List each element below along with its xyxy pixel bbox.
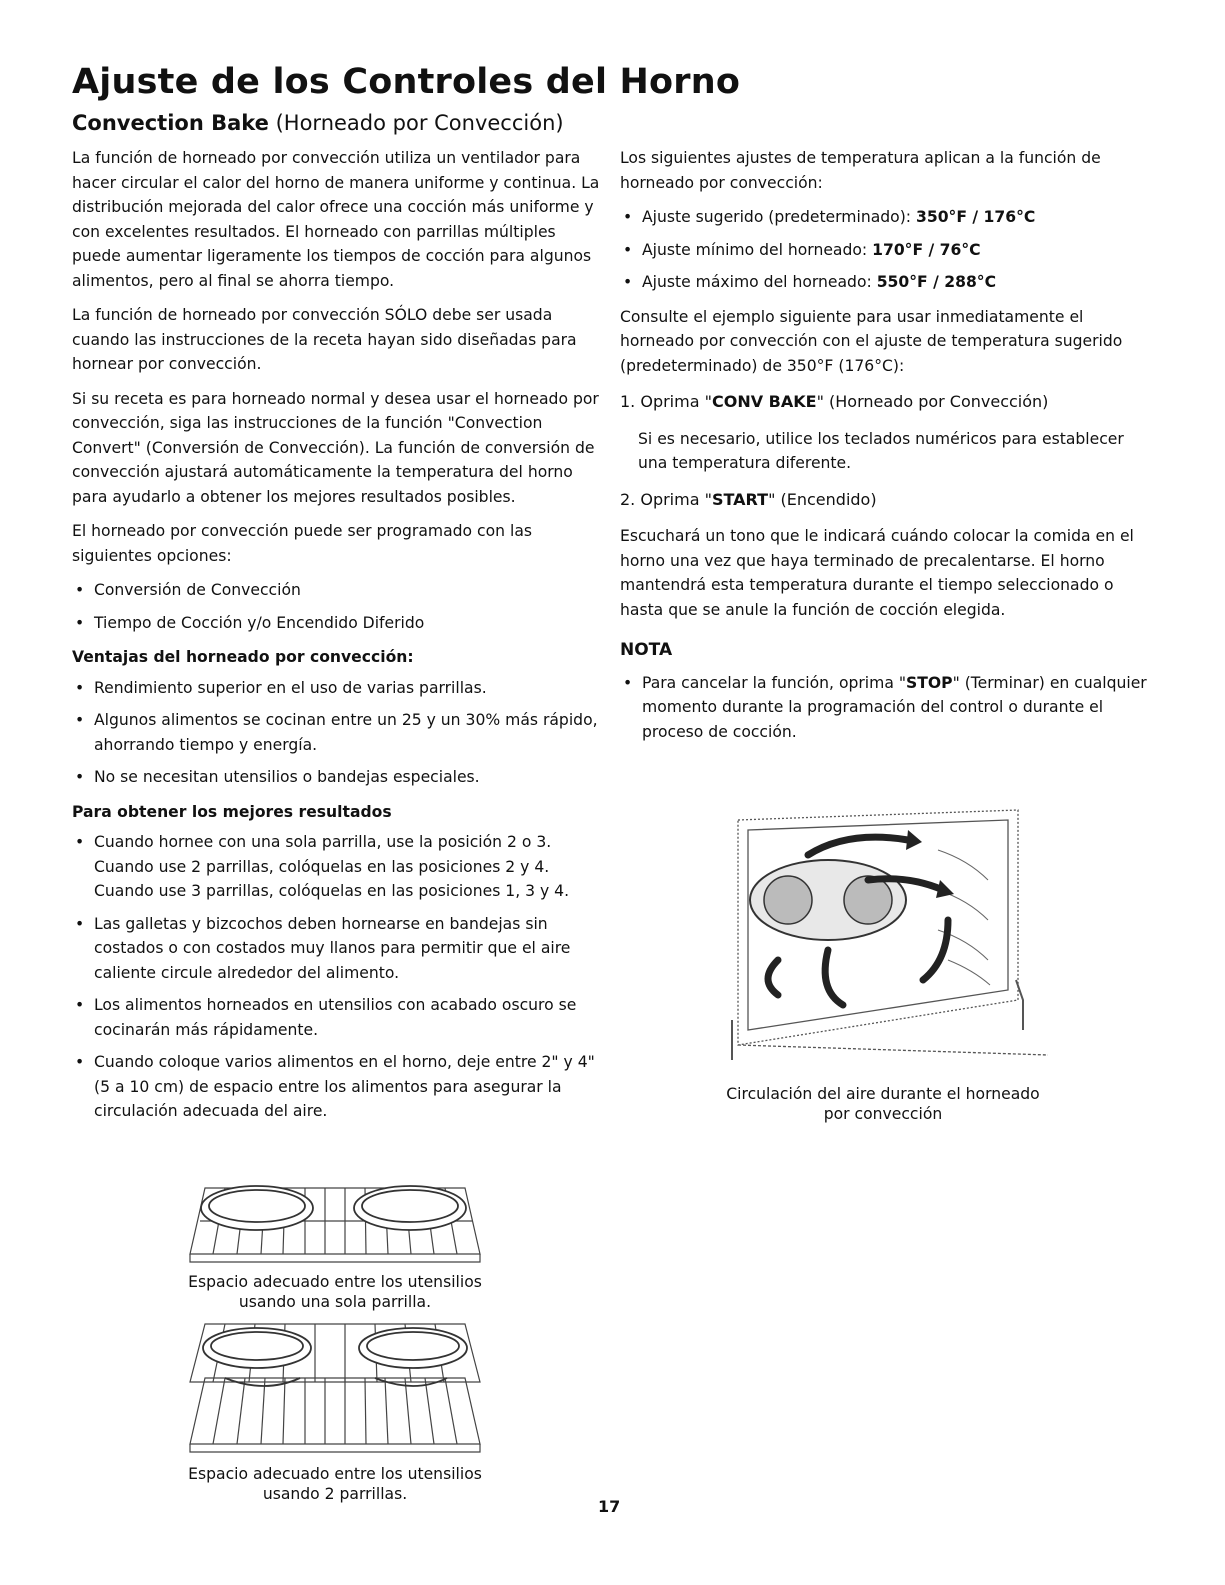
setting-label: Ajuste máximo del horneado: [642, 273, 877, 291]
step-1-note: Si es necesario, utilice los teclados numéricos para establecer una temperatura diferente. [638, 429, 1124, 472]
step-1-pre: 1. Oprima " [620, 392, 712, 411]
left-column [72, 146, 607, 1134]
advantages-heading: Ventajas del horneado por convección: [72, 648, 414, 666]
single-rack-figure [185, 1176, 485, 1312]
advantages-list [72, 676, 607, 790]
step-1-key: CONV BAKE [711, 392, 817, 411]
list-item: • Conversión de Convección [72, 578, 607, 603]
oven-airflow-illustration [718, 790, 1048, 1070]
nota-list [620, 671, 1150, 745]
section-heading [72, 111, 564, 135]
nota-post: " (Terminar) en cualquier momento durante la programación del control o durante el proceso de cocción. [642, 673, 1147, 741]
step-2-key: START [711, 489, 769, 509]
step-2-pre: 2. Oprima " [620, 489, 712, 509]
list-item: • Los alimentos horneados en utensilios con acabado oscuro se cocinarán más rápidamente. [72, 993, 607, 1042]
page-number: 17 [598, 1497, 621, 1516]
temperature-intro: Los siguientes ajustes de temperatura aplican a la función de horneado por convección: [620, 149, 1101, 192]
setting-label: Ajuste mínimo del horneado: [642, 240, 873, 259]
step-1-post: " (Horneado por Convección) [816, 392, 1049, 411]
oven-airflow-figure [718, 790, 1048, 1124]
list-item: • Cuando hornee con una sola parrilla, use la posición 2 o 3. Cuando use 2 parrillas, colóquelas en las posiciones 2 y 4. Cuando use 3 parrillas, colóquelas en las posiciones 1, 3 y 4. [72, 830, 607, 904]
options-intro: El horneado por convección puede ser programado con las siguientes opciones: [72, 522, 533, 565]
list-item [620, 205, 1150, 230]
two-racks-figure [185, 1312, 485, 1504]
list-item [620, 270, 1150, 295]
section-heading-bold: Convection Bake [72, 111, 269, 135]
preheat-paragraph: Escuchará un tono que le indicará cuándo colocar la comida en el horno una vez que haya terminado de precalentarse. El horno mantendrá esta temperatura durante el tiempo seleccionado o hasta que se anule la función de cocción elegida. [620, 527, 1134, 619]
list-item: • Tiempo de Cocción y/o Encendido Diferido [72, 611, 607, 636]
setting-value: 170°F / 76°C [872, 240, 981, 259]
best-results-list [72, 830, 607, 1124]
convection-fan-icon [750, 860, 906, 940]
two-racks-caption: Espacio adecuado entre los utensilios usando 2 parrillas. [188, 1465, 482, 1503]
example-paragraph: Consulte el ejemplo siguiente para usar inmediatamente el horneado por convección con el ajuste de temperatura sugerido (predeterminado) de 350°F (176°C): [620, 307, 1123, 375]
options-list [72, 578, 607, 635]
nota-heading: NOTA [620, 640, 673, 660]
two-racks-illustration [185, 1312, 485, 1460]
list-item: • Cuando coloque varios alimentos en el horno, deje entre 2" y 4" (5 a 10 cm) de espacio entre los alimentos para asegurar la circulación adecuada del aire. [72, 1050, 607, 1124]
section-heading-rest: (Horneado por Convección) [268, 111, 564, 135]
setting-value: 550°F / 288°C [876, 273, 997, 291]
best-results-heading: Para obtener los mejores resultados [72, 802, 392, 821]
page-title: Ajuste de los Controles del Horno [72, 62, 741, 102]
list-item: • Rendimiento superior en el uso de varias parrillas. [72, 676, 607, 701]
list-item: • Algunos alimentos se cocinan entre un 25 y un 30% más rápido, ahorrando tiempo y energía. [72, 708, 607, 757]
list-item: • Las galletas y bizcochos deben hornearse en bandejas sin costados o con costados muy llanos para permitir que el aire caliente circule alrededor del alimento. [72, 912, 607, 986]
list-item: • No se necesitan utensilios o bandejas especiales. [72, 765, 607, 790]
oven-airflow-caption: Circulación del aire durante el horneado por convección [726, 1085, 1040, 1123]
setting-value: 350°F / 176°C [916, 208, 1036, 226]
list-item [620, 671, 1150, 745]
step-2-post: " (Encendido) [768, 489, 877, 509]
step-1 [620, 390, 1150, 415]
right-column [620, 146, 1150, 754]
list-item [620, 238, 1150, 263]
only-convection-paragraph: La función de horneado por convección SÓLO debe ser usada cuando las instrucciones de la receta hayan sido diseñadas para hornear por convección. [72, 306, 577, 373]
temperature-settings-list [620, 205, 1150, 295]
intro-paragraph: La función de horneado por convección utiliza un ventilador para hacer circular el calor del horno de manera uniforme y continua. La distribución mejorada del calor ofrece una cocción más uniforme y con excelentes resultados. El horneado con parrillas múltiples puede aumentar ligeramente los tiempos de cocción para algunos alimentos, pero al final se ahorra tiempo. [72, 149, 600, 290]
single-rack-illustration [185, 1176, 485, 1268]
nota-key: STOP [906, 673, 953, 692]
single-rack-caption: Espacio adecuado entre los utensilios usando una sola parrilla. [188, 1273, 482, 1311]
nota-pre: Para cancelar la función, oprima " [642, 673, 907, 692]
convert-paragraph: Si su receta es para horneado normal y desea usar el horneado por convección, siga las instrucciones de la función "Convection Convert" (Conversión de Convección). La función de conversión de convección ajustará automáticamente la temperatura del horno para ayudarlo a obtener los mejores resultados posibles. [72, 389, 599, 506]
step-2 [620, 488, 1150, 513]
setting-label: Ajuste sugerido (predeterminado): [642, 208, 916, 226]
